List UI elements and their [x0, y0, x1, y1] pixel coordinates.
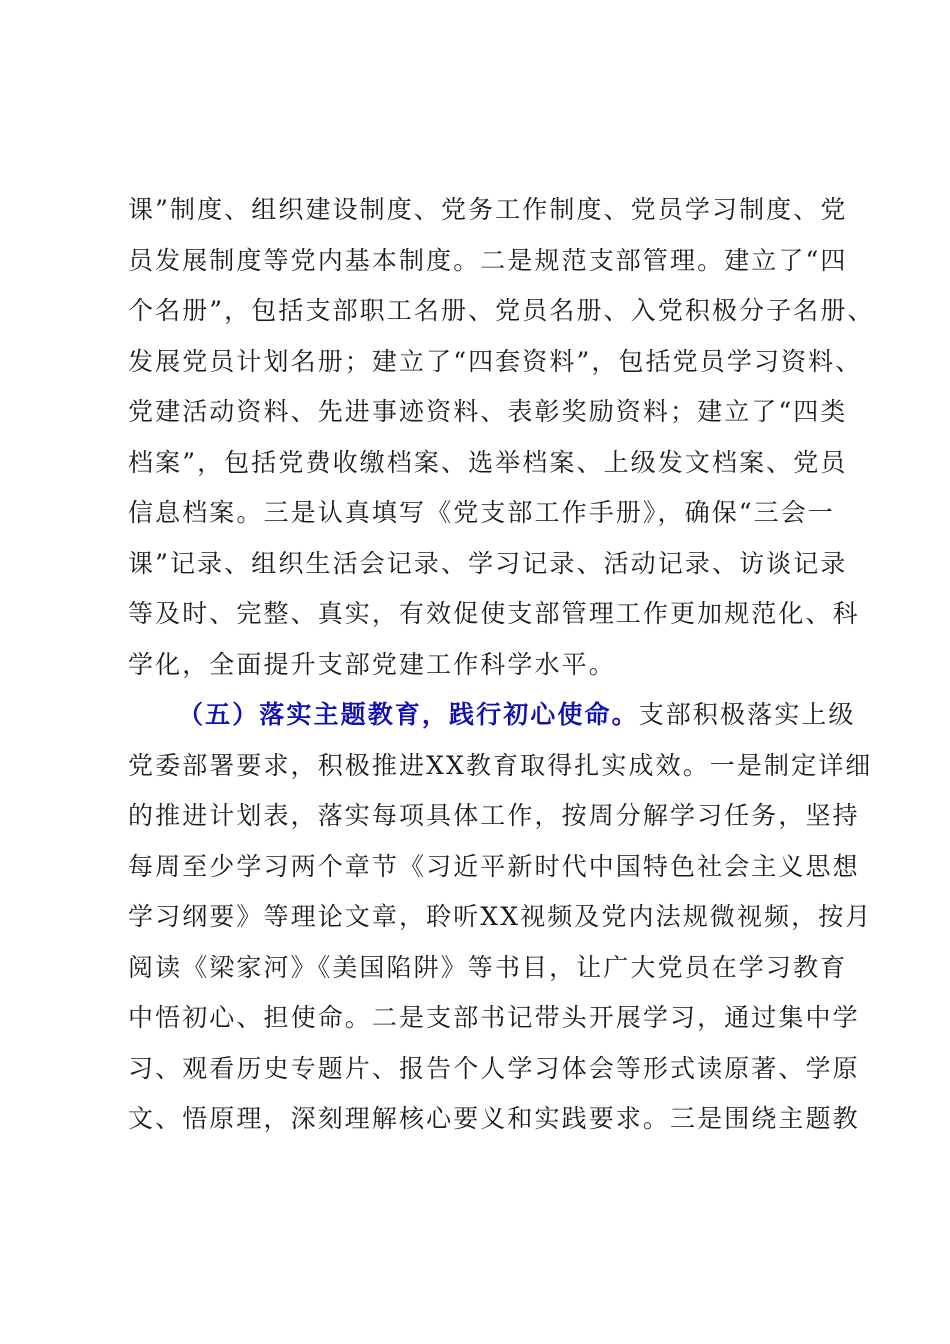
document-body: [128, 185, 875, 1145]
paragraph-2: [128, 690, 873, 1145]
section-heading-line: [128, 690, 856, 741]
paragraph-1: [128, 185, 875, 690]
text-line: 党建活动资料、先进事迹资料、表彰奖励资料；建立了“四类: [128, 397, 848, 426]
text-line: 中悟初心、担使命。二是支部书记带头开展学习，通过集中学: [128, 1003, 860, 1032]
text-line: 习、观看历史专题片、报告个人学习体会等形式读原著、学原: [128, 1053, 860, 1083]
text-line: 课”制度、组织建设制度、党务工作制度、党员学习制度、党: [128, 195, 848, 224]
text-line: 个名册”，包括支部职工名册、党员名册、入党积极分子名册、: [128, 296, 875, 325]
text-line: 课”记录、组织生活会记录、学习记录、活动记录、访谈记录: [128, 548, 848, 578]
text-line: 发展党员计划名册；建立了“四套资料”，包括党员学习资料、: [128, 346, 863, 376]
text-line: 党委部署要求，积极推进XX教育取得扎实成效。一是制定详细: [128, 750, 873, 780]
text-line: 学习纲要》等理论文章，聆听XX视频及党内法规微视频，按月: [128, 902, 873, 931]
section-heading: （五）落实主题教育，践行初心使命。: [178, 700, 639, 729]
text-line: 信息档案。三是认真填写《党支部工作手册》，确保“三会一: [128, 498, 835, 527]
text-line: 等及时、完整、真实，有效促使支部管理工作更加规范化、科: [128, 599, 860, 628]
text-line: 档案”，包括党费收缴档案、选举档案、上级发文档案、党员: [128, 447, 848, 477]
text-line: 的推进计划表，落实每项具体工作，按周分解学习任务，坚持: [128, 801, 860, 830]
text-line: 学化，全面提升支部党建工作科学水平。: [128, 649, 616, 679]
text-line: 每周至少学习两个章节《习近平新时代中国特色社会主义思想: [128, 851, 860, 881]
text-line: 文、悟原理，深刻理解核心要义和实践要求。三是围绕主题教: [128, 1104, 860, 1133]
text-line: 阅读《梁家河》《美国陷阱》等书目，让广大党员在学习教育: [128, 952, 848, 982]
heading-line-text: 支部积极落实上级: [638, 700, 856, 729]
text-line: 员发展制度等党内基本制度。二是规范支部管理。建立了“四: [128, 245, 848, 275]
